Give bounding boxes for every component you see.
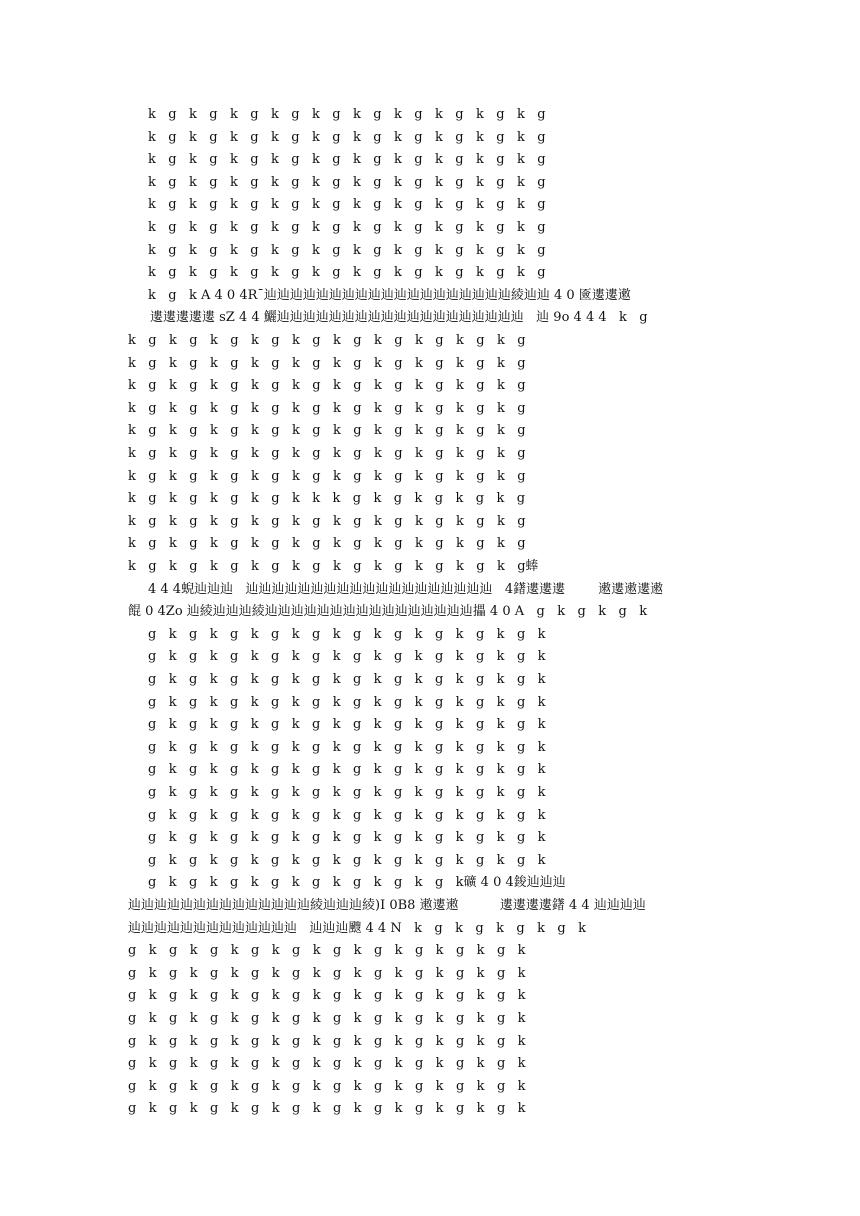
document-text-line: k g k g k g k g k g k g k g k g k g k g — [148, 197, 546, 213]
document-text-line: k g k g k g k g k g k g k g k g k g k g — [128, 513, 526, 529]
document-text-line: k g k g k g k g k g k g k g k g k g k g — [148, 242, 546, 258]
document-text-line: g k g k g k g k g k g k g k g k g k g k — [148, 717, 546, 733]
document-text-line: g k g k g k g k g k g k g k g k g k g k — [148, 762, 546, 778]
document-text-line: k g k g k g k g k g k g k g k g k g k g — [128, 446, 526, 461]
document-text-line: g k g k g k g k g k g k g k g k g k g k — [148, 807, 546, 823]
document-text-line: k g k g k g k g k g k g k g k g k g k g — [148, 265, 546, 281]
document-text-line: g k g k g k g k g k g k g k g k g k g k — [148, 739, 546, 755]
document-text-line: g k g k g k g k g k g k g k g k g k g k — [128, 943, 526, 959]
document-text-line: k g k g k g k g k g k g k g k g k g k g — [148, 129, 546, 145]
document-text-line: k g k g k g k g k g k g k g k g k g k g — [128, 378, 526, 394]
document-text-line: g k g k g k g k g k g k g k g k g k g k — [148, 785, 546, 800]
document-text-line: k g k g k g k g k g k g k g k g k g k g — [128, 400, 526, 416]
document-text-line: g k g k g k g k g k g k g k g k g k g k — [148, 649, 546, 665]
document-text-line: g k g k g k g k g k g k g k g k g k g k — [148, 852, 546, 868]
document-text-line: k g k g k g k g k g k g k g k g k g k g — [128, 468, 526, 484]
document-text-line: g k g k g k g k g k g k g k g k g k g k — [128, 988, 526, 1004]
document-text-line: g k g k g k g k g k g k g k g k g k g k — [128, 965, 526, 981]
document-text-line: k g k A 4 0 4Rˉ辿辿辿辿辿辿辿辿辿辿辿辿辿辿辿辿辿辿辿綾辿辿 4 0 匳遱遱遫 — [148, 287, 631, 303]
document-text-line: 辿辿辿辿辿辿辿辿辿辿辿辿辿 辿辿辿颼 4 4 N k g k g k g k g k — [128, 920, 586, 936]
document-text-line: g k g k g k g k g k g k g k g k g k g k — [128, 1056, 526, 1072]
document-text-line: 辿辿辿辿辿辿辿辿辿辿辿辿辿辿綾辿辿辿綾)I 0B8 遫遱遫 遱遱遱遱鐯 4 4 辿辿辿辿 — [128, 898, 646, 913]
document-text-line: g k g k g k g k g k g k g k g k g k g k — [128, 1101, 526, 1117]
document-text-line: 遱遱遱遱遱 sZ 4 4 鱺辿辿辿辿辿辿辿辿辿辿辿辿辿辿辿辿辿辿辿 辿 9o 4 4 4 k g — [150, 310, 648, 326]
document-text-line: g k g k g k g k g k g k g k g k g k g k — [148, 626, 546, 642]
document-text-line: k g k g k g k g k g k g k g k g k g k g — [148, 220, 546, 235]
document-text-line: k g k g k g k g k g k g k g k g k g k g蜯 — [128, 559, 539, 574]
document-text-line: 餛 0 4Zo 辿綾辿辿辿綾辿辿辿辿辿辿辿辿辿辿辿辿辿辿辿辿攂 4 0 A g k g k g k — [128, 604, 648, 620]
document-text-line: k g k g k g k g k k k g k g k g k g k g — [128, 491, 526, 507]
document-text-line: g k g k g k g k g k g k g k g k g k g k — [148, 830, 546, 846]
document-text-line: k g k g k g k g k g k g k g k g k g k g — [128, 333, 526, 348]
document-text-line: k g k g k g k g k g k g k g k g k g k g — [128, 536, 526, 552]
document-text-line: k g k g k g k g k g k g k g k g k g k g — [128, 355, 526, 371]
document-text-line: g k g k g k g k g k g k g k g k g k g k — [128, 1033, 526, 1049]
document-text-line: g k g k g k g k g k g k g k g k g k g k — [148, 672, 546, 687]
document-text-line: k g k g k g k g k g k g k g k g k g k g — [148, 174, 546, 190]
document-text-line: g k g k g k g k g k g k g k g k g k g k — [128, 1011, 526, 1026]
document-text-line: g k g k g k g k g k g k g k g k礦 4 0 4鋑辿辿辿 — [148, 875, 566, 891]
document-text-line: g k g k g k g k g k g k g k g k g k g k — [128, 1078, 526, 1094]
document-text-line: k g k g k g k g k g k g k g k g k g k g — [148, 107, 546, 122]
document-text-line: k g k g k g k g k g k g k g k g k g k g — [148, 152, 546, 168]
document-text-line: 4 4 4蜺辿辿辿 辿辿辿辿辿辿辿辿辿辿辿辿辿辿辿辿辿辿辿 4鐯遱遱遱 遫遱遫遱遫 — [148, 581, 664, 597]
document-text-line: k g k g k g k g k g k g k g k g k g k g — [128, 423, 526, 439]
document-text-line: g k g k g k g k g k g k g k g k g k g k — [148, 694, 546, 710]
